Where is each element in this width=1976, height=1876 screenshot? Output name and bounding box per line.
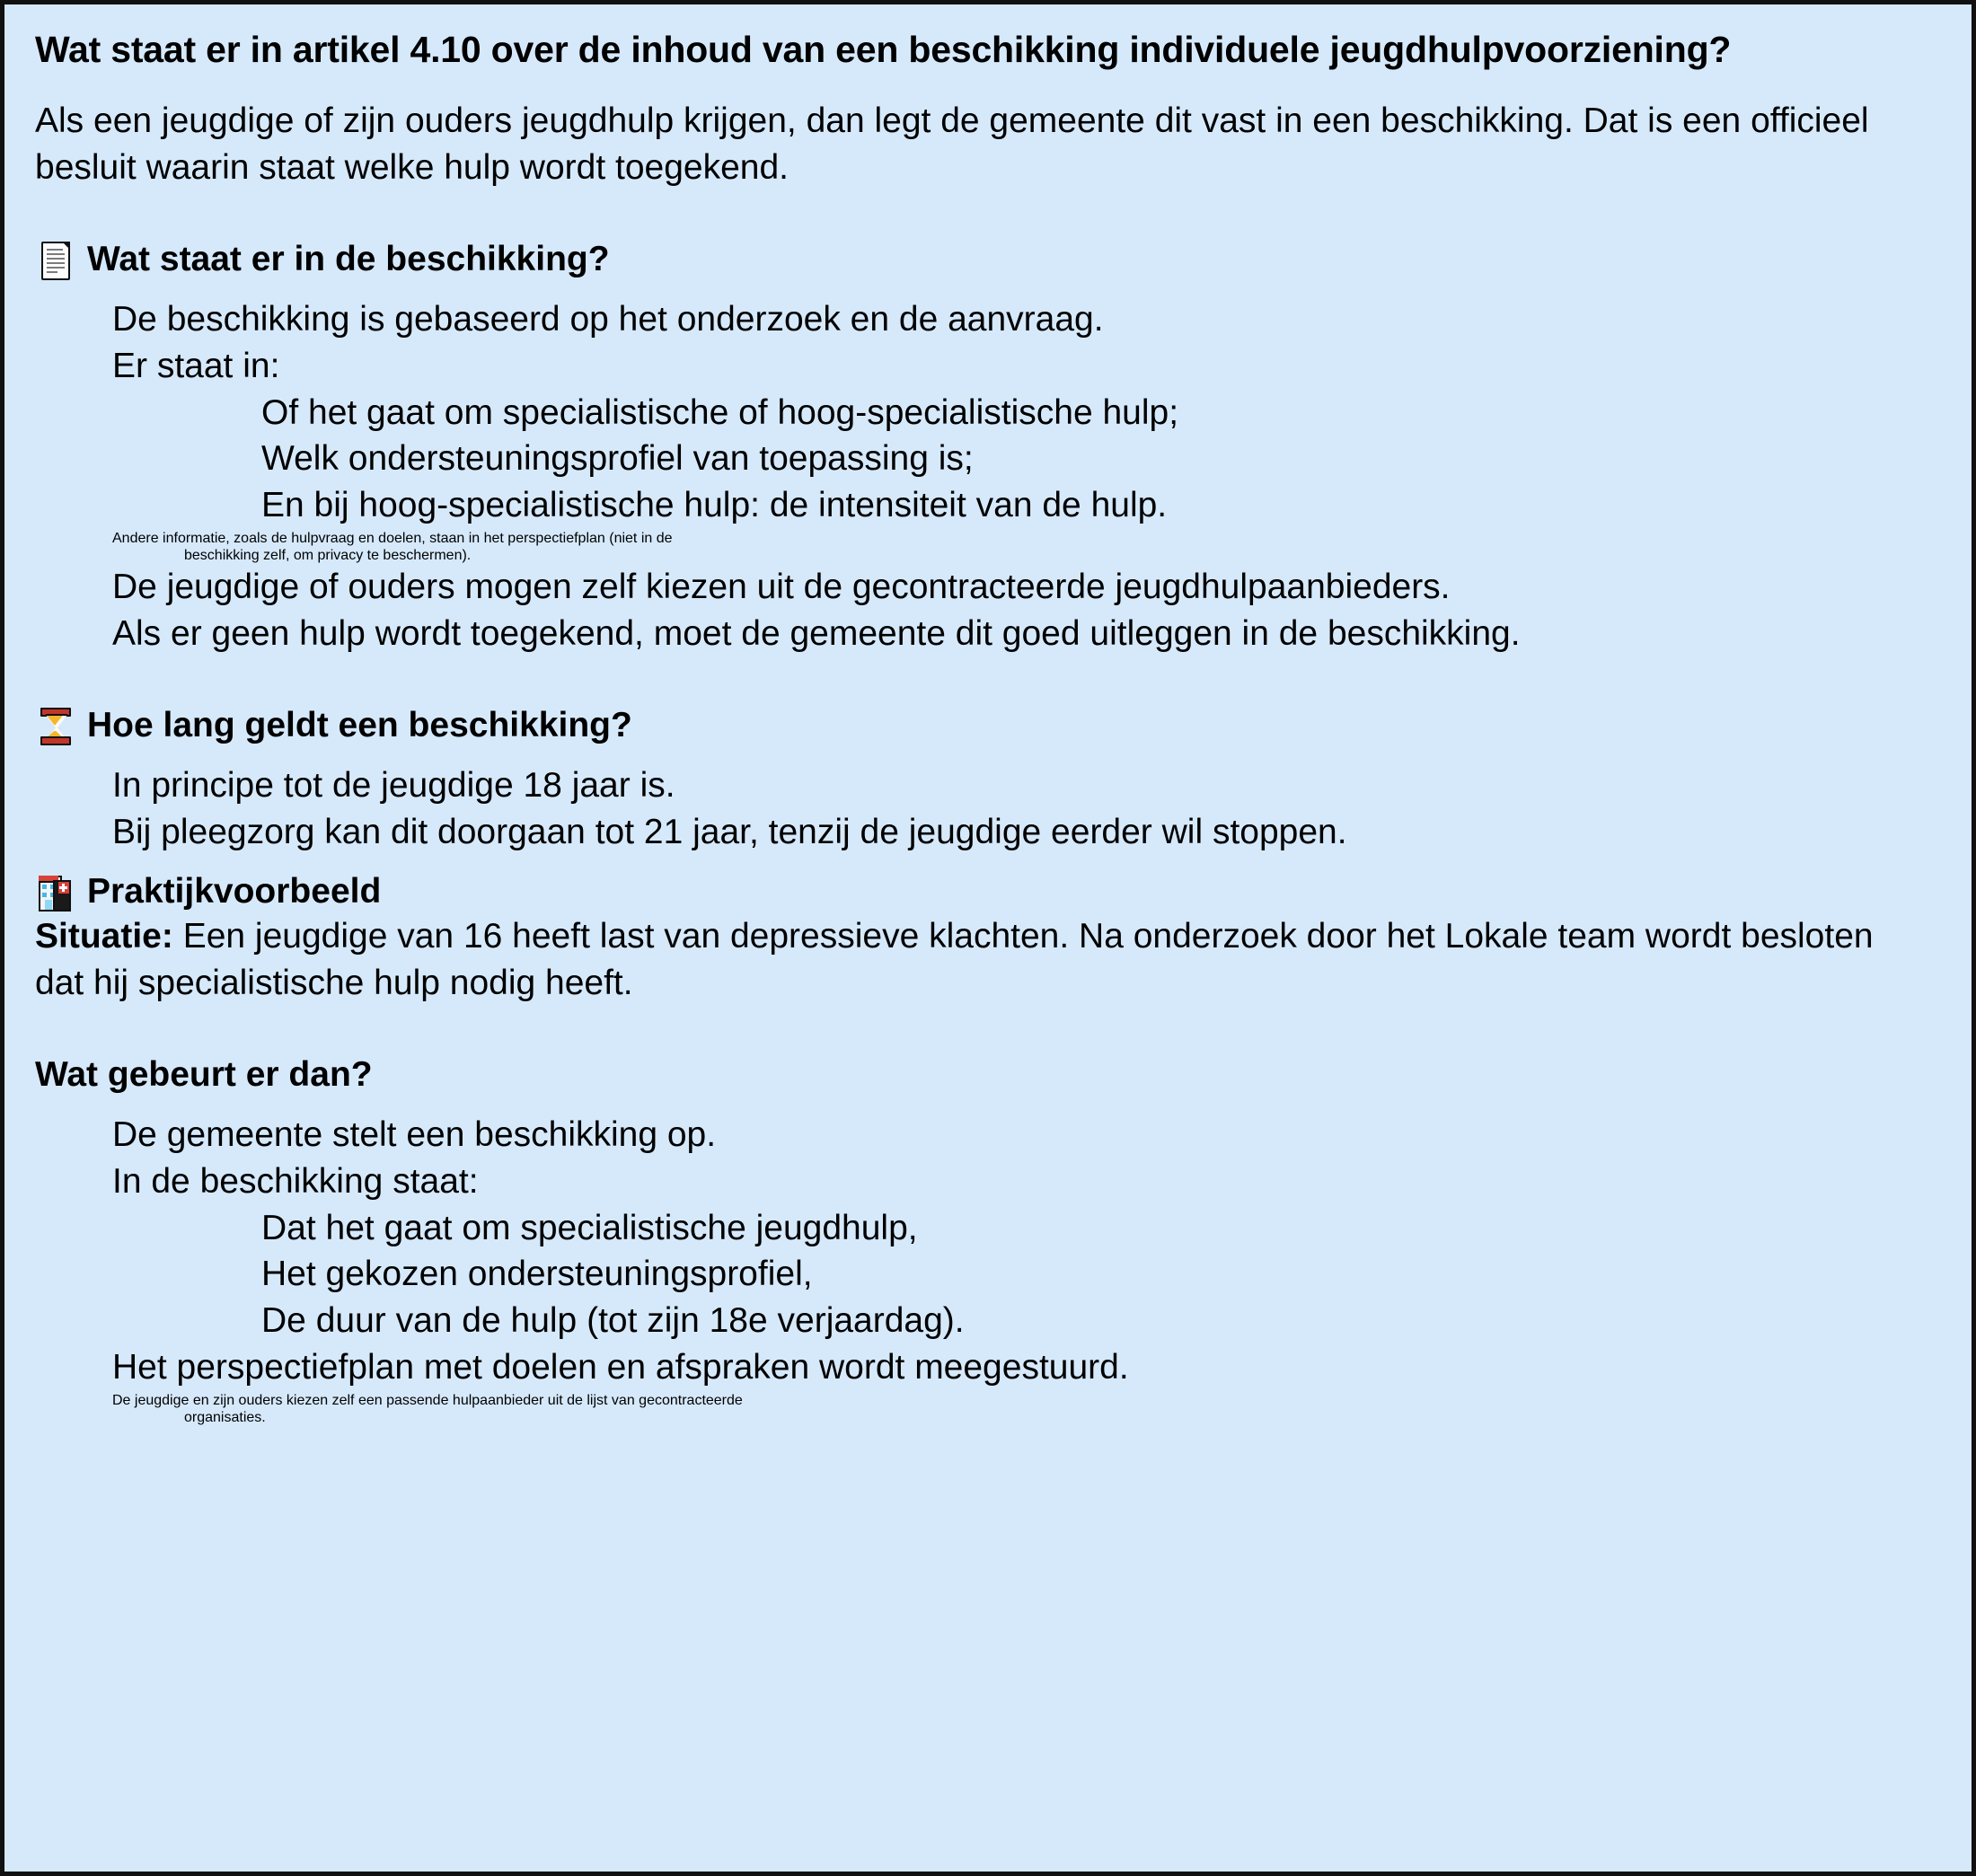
list-item: Als er geen hulp wordt toegekend, moet de gemeente dit goed uitleggen in de beschikking. [112, 614, 1521, 654]
list-item: Het gekozen ondersteuningsprofiel, [261, 1255, 813, 1294]
list-item: Het perspectiefplan met doelen en afspraken wordt meegestuurd. [112, 1348, 1129, 1387]
situatie-label: Situatie: [35, 917, 173, 956]
situatie-paragraph [35, 913, 1885, 1007]
list-item: Dat het gaat om specialistische jeugdhulp, [261, 1208, 918, 1247]
list-item [35, 529, 1936, 564]
list-item: De duur van de hulp (tot zijn 18e verjaardag). [261, 1301, 965, 1341]
intro-paragraph: Als een jeugdige of zijn ouders jeugdhulp krijgen, dan legt de gemeente dit vast in een beschikking. Dat is een officieel besluit waarin staat welke hulp wordt toegekend. [35, 101, 1869, 188]
page-title: Wat staat er in artikel 4.10 over de inhoud van een beschikking individuele jeugdhulpvoorziening? [35, 29, 1732, 70]
section-heading-praktijkvoorbeeld-label: Praktijkvoorbeeld [87, 871, 382, 911]
section-heading-beschikking [35, 238, 1936, 282]
list-item: Er staat in: [112, 346, 280, 385]
hourglass-icon [35, 706, 75, 747]
list-item [35, 1391, 1936, 1426]
list-item: De jeugdige of ouders mogen zelf kiezen uit de gecontracteerde jeugdhulpaanbieders. [112, 568, 1451, 607]
section-heading-gevolg [35, 1053, 1936, 1097]
section-heading-beschikking-label: Wat staat er in de beschikking? [87, 240, 610, 279]
list-item: Welk ondersteuningsprofiel van toepassing is; [261, 439, 974, 479]
section-heading-duur [35, 704, 1936, 748]
section-heading-gevolg-label: Wat gebeurt er dan? [35, 1055, 373, 1095]
list-item-line: Andere informatie, zoals de hulpvraag en doelen, staan in het perspectiefplan (niet in de [112, 531, 673, 547]
section-heading-praktijkvoorbeeld [35, 870, 1936, 914]
list-item: En bij hoog-specialistische hulp: de intensiteit van de hulp. [261, 486, 1168, 525]
list-item: Of het gaat om specialistische of hoog-specialistische hulp; [261, 392, 1179, 432]
section-heading-duur-label: Hoe lang geldt een beschikking? [87, 706, 632, 745]
situatie-text: Een jeugdige van 16 heeft last van depressieve klachten. Na onderzoek door het Lokale team wordt besloten dat hij specialistische hulp nodig heeft. [35, 917, 1874, 1003]
list-item: Bij pleegzorg kan dit doorgaan tot 21 jaar, tenzij de jeugdige eerder wil stoppen. [112, 812, 1347, 851]
page-icon [35, 239, 75, 280]
list-item: De gemeente stelt een beschikking op. [112, 1114, 717, 1154]
list-item-line: beschikking zelf, om privacy te beschermen). [184, 548, 472, 564]
list-item-line: De jeugdige en zijn ouders kiezen zelf een passende hulpaanbieder uit de lijst van gecontracteerde [112, 1392, 743, 1408]
list-item: In principe tot de jeugdige 18 jaar is. [112, 765, 675, 805]
list-item-line: organisaties. [184, 1410, 266, 1426]
list-item: In de beschikking staat: [112, 1161, 479, 1201]
hospital-icon [35, 871, 75, 912]
document-content [4, 4, 1972, 1426]
list-item: De beschikking is gebaseerd op het onderzoek en de aanvraag. [112, 299, 1104, 339]
